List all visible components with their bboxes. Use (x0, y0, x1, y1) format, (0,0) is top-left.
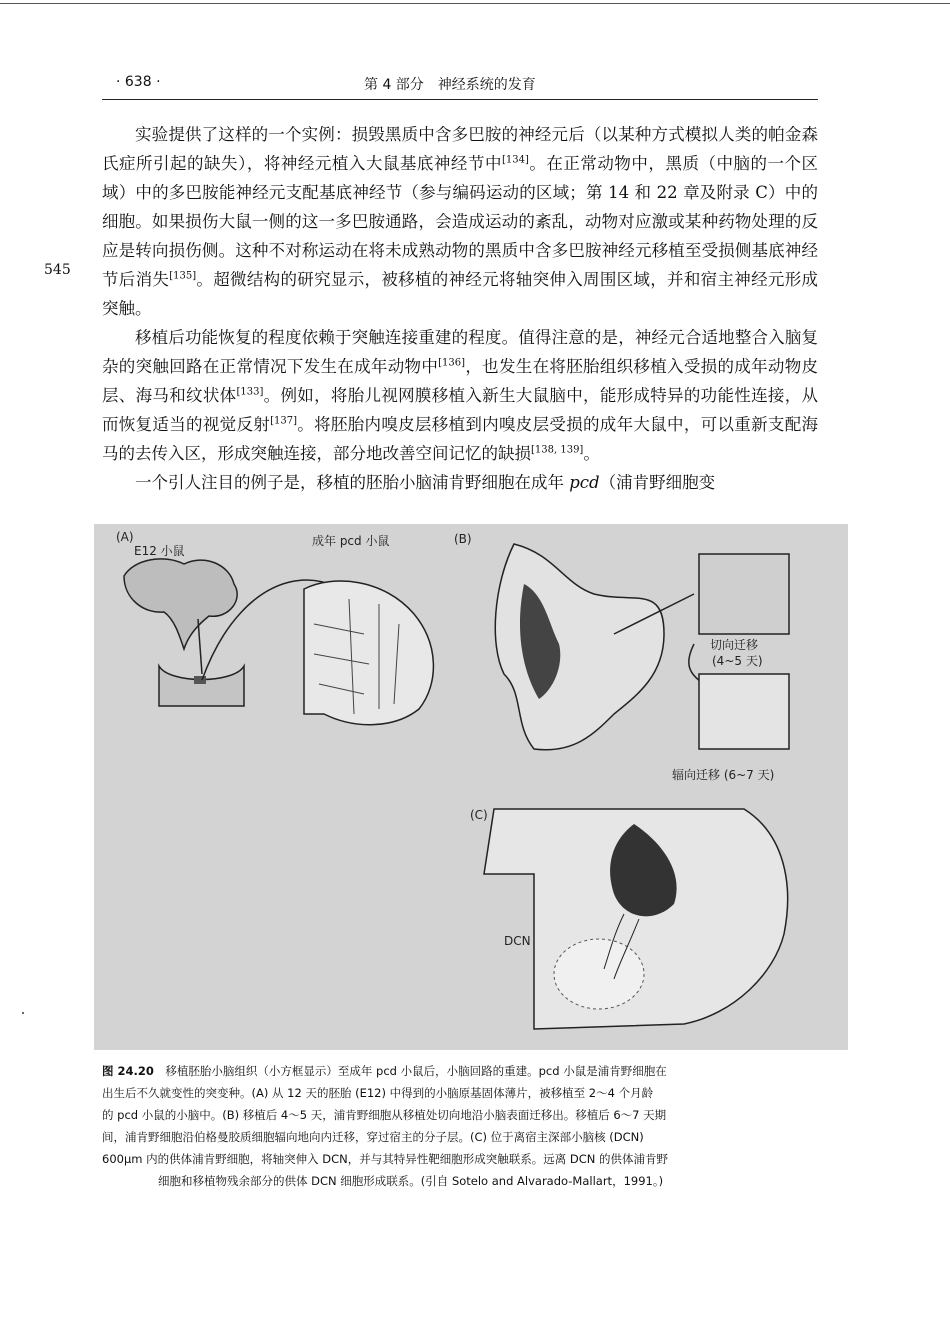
figure-24-20 (94, 524, 848, 1050)
page-number: · 638 · (116, 74, 161, 90)
paragraph-2-text-e: 。 (583, 444, 600, 463)
paragraph-2-text-b: ，也发生在将胚胎组织移植入受损的成年动物皮层、海马和纹状体 (102, 357, 819, 405)
caption-line (102, 1126, 818, 1148)
paragraph-2 (102, 323, 818, 468)
radial-block (699, 674, 789, 749)
page-top-rule (0, 3, 950, 4)
citation-135[interactable]: [135] (169, 270, 197, 282)
paragraph-2-text-c: 。例如，将胎儿视网膜移植入新生大鼠脑中，能形成特异的功能性连接，从而恢复适当的视觉反射 (102, 386, 819, 434)
panel-c-drawing (484, 809, 788, 1029)
paragraph-2-text-a: 移植后功能恢复的程度依赖于突触连接重建的程度。值得注意的是，神经元合适地整合入脑复杂的突触回路在正常情况下发生在成年动物中 (102, 328, 818, 376)
paragraph-1-text-a: 实验提供了这样的一个实例：损毁黑质中含多巴胺的神经元后（以某种方式模拟人类的帕金森氏症所引起的缺失），将神经元植入大鼠基底神经节中 (102, 125, 818, 173)
adult-cerebellum (304, 581, 433, 725)
paragraph-1-text-c: 。超微结构的研究显示，被移植的神经元将轴突伸入周围区域，并和宿主神经元形成突触。 (102, 270, 819, 318)
citation-137[interactable]: [137] (270, 415, 297, 427)
caption-line-text: 600μm 内的供体浦肯野细胞，将轴突伸入 DCN，并与其特异性靶细胞形成突触联系。远离 DCN 的供体浦肯野 (102, 1152, 669, 1166)
citation-133[interactable]: [133] (236, 386, 264, 398)
paragraph-3-text-a: 一个引人注目的例子是，移植的胚胎小脑浦肯野细胞在成年 (135, 473, 570, 492)
caption-line-text: 细胞和移植物残余部分的供体 DCN 细胞形成联系。(引自 Sotelo and Alvarado-Mallart，1991。) (158, 1174, 664, 1188)
caption-line-text: 出生后不久就变性的突变种。(A) 从 12 天的胚胎 (E12) 中得到的小脑原基固体薄片，被移植至 2～4 个月龄 (102, 1086, 654, 1100)
citation-136[interactable]: [136] (438, 357, 466, 369)
tangential-days-label: (4~5 天) (712, 654, 763, 668)
panel-a-slice-pointer (198, 619, 202, 674)
header-rule (102, 99, 818, 100)
panel-a-label: (A) (116, 530, 134, 544)
citation-138-139[interactable]: [138, 139] (531, 444, 584, 456)
paragraph-3-text-b: （浦肯野细胞变 (599, 473, 716, 492)
caption-line (102, 1060, 818, 1082)
paragraph-1 (102, 120, 818, 323)
margin-page-number: 545 (44, 262, 71, 278)
host-cerebellum-b (495, 544, 664, 750)
section-title: 第 4 部分 神经系统的发育 (364, 77, 536, 93)
margin-dot (22, 1012, 24, 1014)
tangential-block (699, 554, 789, 634)
figure-caption (102, 1060, 818, 1192)
caption-line (102, 1082, 818, 1104)
dcn-nucleus (554, 939, 644, 1009)
radial-migration-label: 辐向迁移 (6~7 天) (672, 768, 775, 782)
e12-embryo-brain (124, 559, 237, 649)
panel-c-label: (C) (470, 808, 488, 822)
caption-line-text: 间，浦肯野细胞沿伯格曼胶质细胞辐向地向内迁移，穿过宿主的分子层。(C) 位于离宿主深部小脑核 (DCN) (102, 1130, 644, 1144)
caption-line-text: 的 pcd 小鼠的小脑中。(B) 移植后 4～5 天，浦肯野细胞从移植处切向地沿小脑表面迁移出。移植后 6～7 天期 (102, 1108, 667, 1122)
citation-134[interactable]: [134] (501, 154, 529, 166)
caption-line-text: 移植胚胎小脑组织（小方框显示）至成年 pcd 小鼠后，小脑回路的重建。pcd 小鼠是浦肯野细胞在 (153, 1064, 667, 1078)
caption-figure-number: 图 24.20 (102, 1064, 154, 1078)
body-text (102, 120, 818, 497)
paragraph-1-text-b: 。在正常动物中，黑质（中脑的一个区域）中的多巴胺能神经元支配基底神经节（参与编码运动的区域；第 14 和 22 章及附录 C）中的细胞。如果损伤大鼠一侧的这一多巴胺通路，会造成运动的紊乱，动物对应激或某种药物处理的反应是转向损伤侧。这种不对称运动在将未成熟动物的黑质中含多巴胺神经元移植至受损侧基底神经节后消失 (102, 154, 819, 289)
tangential-migration-label: 切向迁移 (710, 638, 759, 652)
running-header (102, 72, 818, 98)
figure-illustration (94, 524, 848, 1050)
caption-line (102, 1170, 818, 1192)
paragraph-2-text-d: 。将胚胎内嗅皮层移植到内嗅皮层受损的成年大鼠中，可以重新支配海马的去传入区，形成突触连接，部分地改善空间记忆的缺损 (102, 415, 819, 463)
e12-mouse-label: E12 小鼠 (134, 544, 185, 558)
graft-piece (194, 676, 206, 684)
panel-b-label: (B) (454, 532, 472, 546)
paragraph-3 (102, 468, 818, 497)
caption-line (102, 1148, 818, 1170)
pcd-term: pcd (569, 473, 600, 492)
dcn-label: DCN (504, 934, 531, 948)
panel-a-drawing (124, 559, 433, 725)
caption-line (102, 1104, 818, 1126)
adult-pcd-mouse-label: 成年 pcd 小鼠 (312, 534, 390, 548)
